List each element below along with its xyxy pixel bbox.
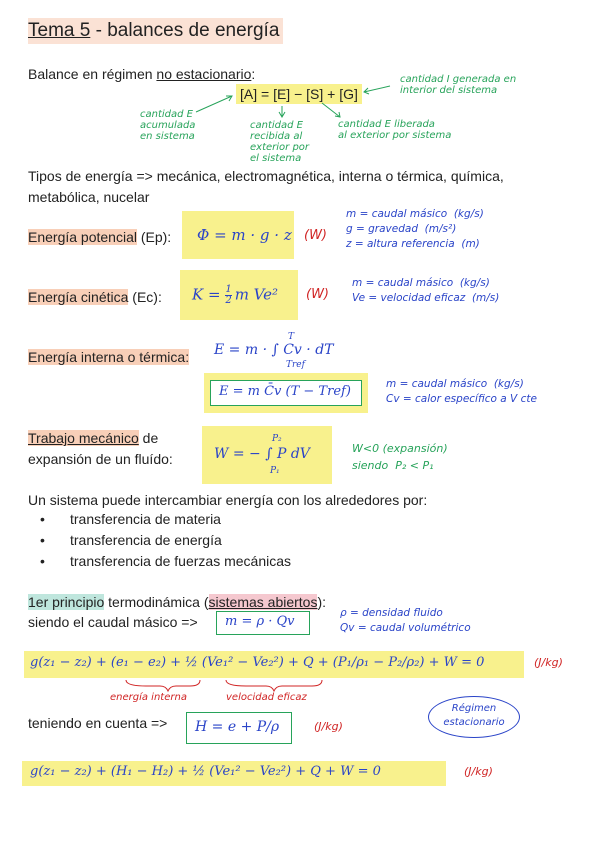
cinetica-label (28, 287, 162, 307)
entalpia-formula-box (186, 712, 292, 744)
trabajo-int-top: P₂ (272, 434, 282, 444)
cinetica-unit: (W) (306, 287, 329, 302)
list-item: • transferencia de materia (28, 509, 291, 530)
list-item: • transferencia de fuerzas mecánicas (28, 551, 291, 572)
interna-int-bot: Tref (286, 360, 305, 370)
interna-formula1: E = m · ∫ Cv · dT (214, 342, 334, 358)
trabajo-notes: W<0 (expansión) siendo P₂ < P₁ (352, 442, 448, 472)
tipos-line2: metabólica, nucelar (28, 189, 150, 205)
interna-int-top: T (288, 332, 295, 342)
trabajo-line2: expansión de un fluído: (28, 451, 173, 467)
brace-energia-interna (126, 680, 200, 691)
balance-intro-a: Balance en régimen (28, 66, 157, 82)
list-item: • transferencia de energía (28, 530, 291, 551)
trabajo-int-bot: P₁ (270, 466, 280, 476)
interna-formula2: E = m C̄v (T − Tref) (219, 384, 351, 399)
principio-label-a: 1er principio (28, 594, 105, 610)
trabajo-label-b: de (138, 430, 159, 446)
note-acumulada: cantidad E acumulada en sistema (140, 109, 196, 142)
balance-arrows (0, 0, 600, 180)
tipos-rest: => mecánica, electromagnética, interna o térmica, química, (132, 168, 504, 184)
cinetica-half-num: 1 (225, 284, 232, 295)
principio-line2: siendo el caudal másico => (28, 614, 198, 630)
note-generada: cantidad I generada en interior del sistema (400, 74, 517, 96)
title-text: - balances de energía (90, 20, 280, 41)
trabajo-formula-box (202, 426, 332, 484)
cinetica-half-den: 2 (225, 295, 232, 306)
intercambio-intro: Un sistema puede intercambiar energía con los alrededores por: (28, 492, 428, 508)
entalpia-unit: (J/kg) (314, 720, 343, 733)
intercambio-list (28, 509, 291, 572)
tipos-line1 (28, 166, 504, 186)
principio-formula: m = ρ · Qv (225, 614, 295, 629)
arrow-liberada (322, 103, 340, 117)
cinetica-formula-b: m Ve² (234, 285, 279, 304)
cinetica-label-text: Energía cinética (28, 289, 129, 305)
potencial-formula: Φ = m · g · z (197, 226, 292, 244)
principio-line1 (28, 592, 326, 612)
cinetica-formula-a: K = (192, 285, 226, 304)
title-number: Tema 5 (28, 20, 91, 41)
tipos-label: Tipos de energía (28, 168, 133, 184)
potencial-formula-box (182, 211, 294, 259)
regimen-ellipse (428, 696, 520, 738)
interna-label (28, 347, 189, 367)
label-energia-interna: energía interna (110, 692, 187, 703)
interna-notes: m = caudal másico (kg/s) Cv = calor específico a V cte (386, 378, 537, 405)
cinetica-notes: m = caudal másico (kg/s) Ve = velocidad eficaz (m/s) (352, 277, 500, 304)
regimen-text: Régimen estacionario (443, 703, 505, 728)
interna-formula-inner (210, 380, 362, 406)
interna-label-text: Energía interna o térmica: (28, 349, 190, 365)
trabajo-line1 (28, 428, 158, 448)
arrow-acumulada (196, 96, 232, 112)
note-liberada: cantidad E liberada al exterior por sistema (338, 119, 452, 141)
eq1-formula: g(z₁ − z₂) + (e₁ − e₂) + ½ (Ve₁² − Ve₂²) + Q + (P₁/ρ₁ − P₂/ρ₂) + W = 0 (30, 655, 485, 670)
eq1-highlight (24, 651, 524, 678)
brace-velocidad-eficaz (226, 680, 322, 691)
potencial-notes: m = caudal másico (kg/s) g = gravedad (m/s²) z = altura referencia (m) (346, 208, 484, 250)
principio-formula-box (216, 611, 310, 635)
label-velocidad-eficaz: velocidad eficaz (226, 692, 307, 703)
eq2-formula: g(z₁ − z₂) + (H₁ − H₂) + ½ (Ve₁² − Ve₂²) + Q + W = 0 (30, 764, 381, 779)
trabajo-label-a: Trabajo mecánico (28, 430, 139, 446)
eq2-unit: (J/kg) (464, 765, 493, 778)
trabajo-formula: W = − ∫ P dV (214, 446, 310, 462)
cinetica-abbr: (Ec): (128, 289, 162, 305)
potencial-unit: (W) (304, 228, 327, 243)
balance-equation: [A] = [E] − [S] + [G] (236, 84, 362, 104)
principio-notes: ρ = densidad fluido Qv = caudal volumétrico (340, 607, 471, 634)
principio-label-d: ): (317, 594, 327, 610)
arrow-generada (364, 86, 390, 92)
eq1-unit: (J/kg) (534, 656, 563, 669)
cinetica-formula (192, 285, 278, 306)
eq2-highlight (22, 761, 446, 786)
cinetica-half (225, 285, 231, 306)
entalpia-line: teniendo en cuenta => (28, 715, 168, 731)
balance-intro-b: no estacionario (156, 66, 252, 82)
interna-formula-box (204, 373, 368, 413)
cinetica-formula-box (180, 270, 298, 320)
note-recibida: cantidad E recibida al exterior por el sistema (250, 120, 310, 164)
balance-intro-c: : (251, 66, 256, 82)
potencial-abbr: (Ep): (136, 229, 172, 245)
principio-label-b: termodinámica ( (104, 594, 209, 610)
entalpia-formula: H = e + P/ρ (195, 719, 280, 735)
potencial-label (28, 227, 171, 247)
potencial-label-text: Energía potencial (28, 229, 137, 245)
principio-label-c: sistemas abiertos (208, 594, 318, 610)
